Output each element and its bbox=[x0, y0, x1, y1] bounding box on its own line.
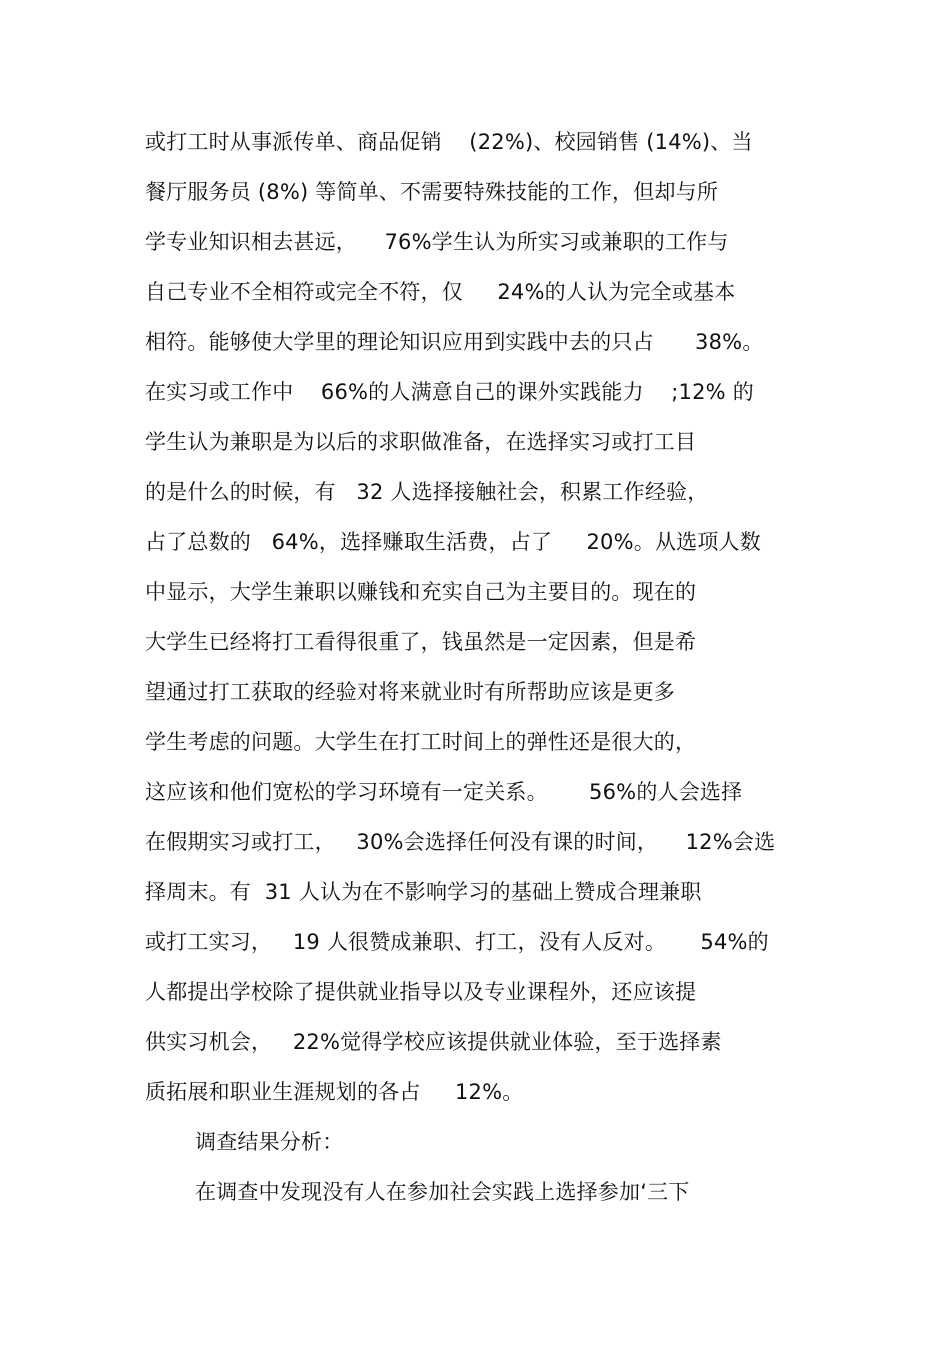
paragraph-line: 中显示，大学生兼职以赚钱和充实自己为主要目的。现在的 bbox=[145, 580, 697, 604]
paragraph-line: 在实习或工作中 66%的人满意自己的课外实践能力 ;12% 的 bbox=[145, 380, 754, 404]
paragraph-line: 在调查中发现没有人在参加社会实践上选择参加‘三下 bbox=[195, 1180, 690, 1204]
paragraph-line: 或打工时从事派传单、商品促销 (22%)、校园销售 (14%)、当 bbox=[145, 130, 753, 154]
paragraph-line: 供实习机会， 22%觉得学校应该提供就业体验，至于选择素 bbox=[145, 1030, 722, 1054]
paragraph-line: 自己专业不全相符或完全不符，仅 24%的人认为完全或基本 bbox=[145, 280, 736, 304]
paragraph-line: 质拓展和职业生涯规划的各占 12%。 bbox=[145, 1080, 524, 1104]
paragraph-line: 餐厅服务员 (8%) 等简单、不需要特殊技能的工作，但却与所 bbox=[145, 180, 719, 204]
paragraph-line: 在假期实习或打工， 30%会选择任何没有课的时间， 12%会选 bbox=[145, 830, 776, 854]
paragraph-line: 占了总数的 64%，选择赚取生活费，占了 20%。从选项人数 bbox=[145, 530, 761, 554]
paragraph-line: 人都提出学校除了提供就业指导以及专业课程外，还应该提 bbox=[145, 980, 697, 1004]
section-heading: 调查结果分析： bbox=[195, 1130, 344, 1154]
paragraph-line: 的是什么的时候，有 32 人选择接触社会，积累工作经验， bbox=[145, 480, 709, 504]
paragraph-line: 相符。能够使大学里的理论知识应用到实践中去的只占 38%。 bbox=[145, 330, 764, 354]
paragraph-line: 大学生已经将打工看得很重了，钱虽然是一定因素，但是希 bbox=[145, 630, 697, 654]
paragraph-line: 或打工实习， 19 人很赞成兼职、打工，没有人反对。 54%的 bbox=[145, 930, 769, 954]
paragraph-line: 这应该和他们宽松的学习环境有一定关系。 56%的人会选择 bbox=[145, 780, 743, 804]
paragraph-line: 学生认为兼职是为以后的求职做准备，在选择实习或打工目 bbox=[145, 430, 697, 454]
paragraph-line: 学生考虑的问题。大学生在打工时间上的弹性还是很大的， bbox=[145, 730, 697, 754]
paragraph-line: 学专业知识相去甚远， 76%学生认为所实习或兼职的工作与 bbox=[145, 230, 729, 254]
paragraph-line: 望通过打工获取的经验对将来就业时有所帮助应该是更多 bbox=[145, 680, 675, 704]
paragraph-line: 择周末。有 31 人认为在不影响学习的基础上赞成合理兼职 bbox=[145, 880, 702, 904]
